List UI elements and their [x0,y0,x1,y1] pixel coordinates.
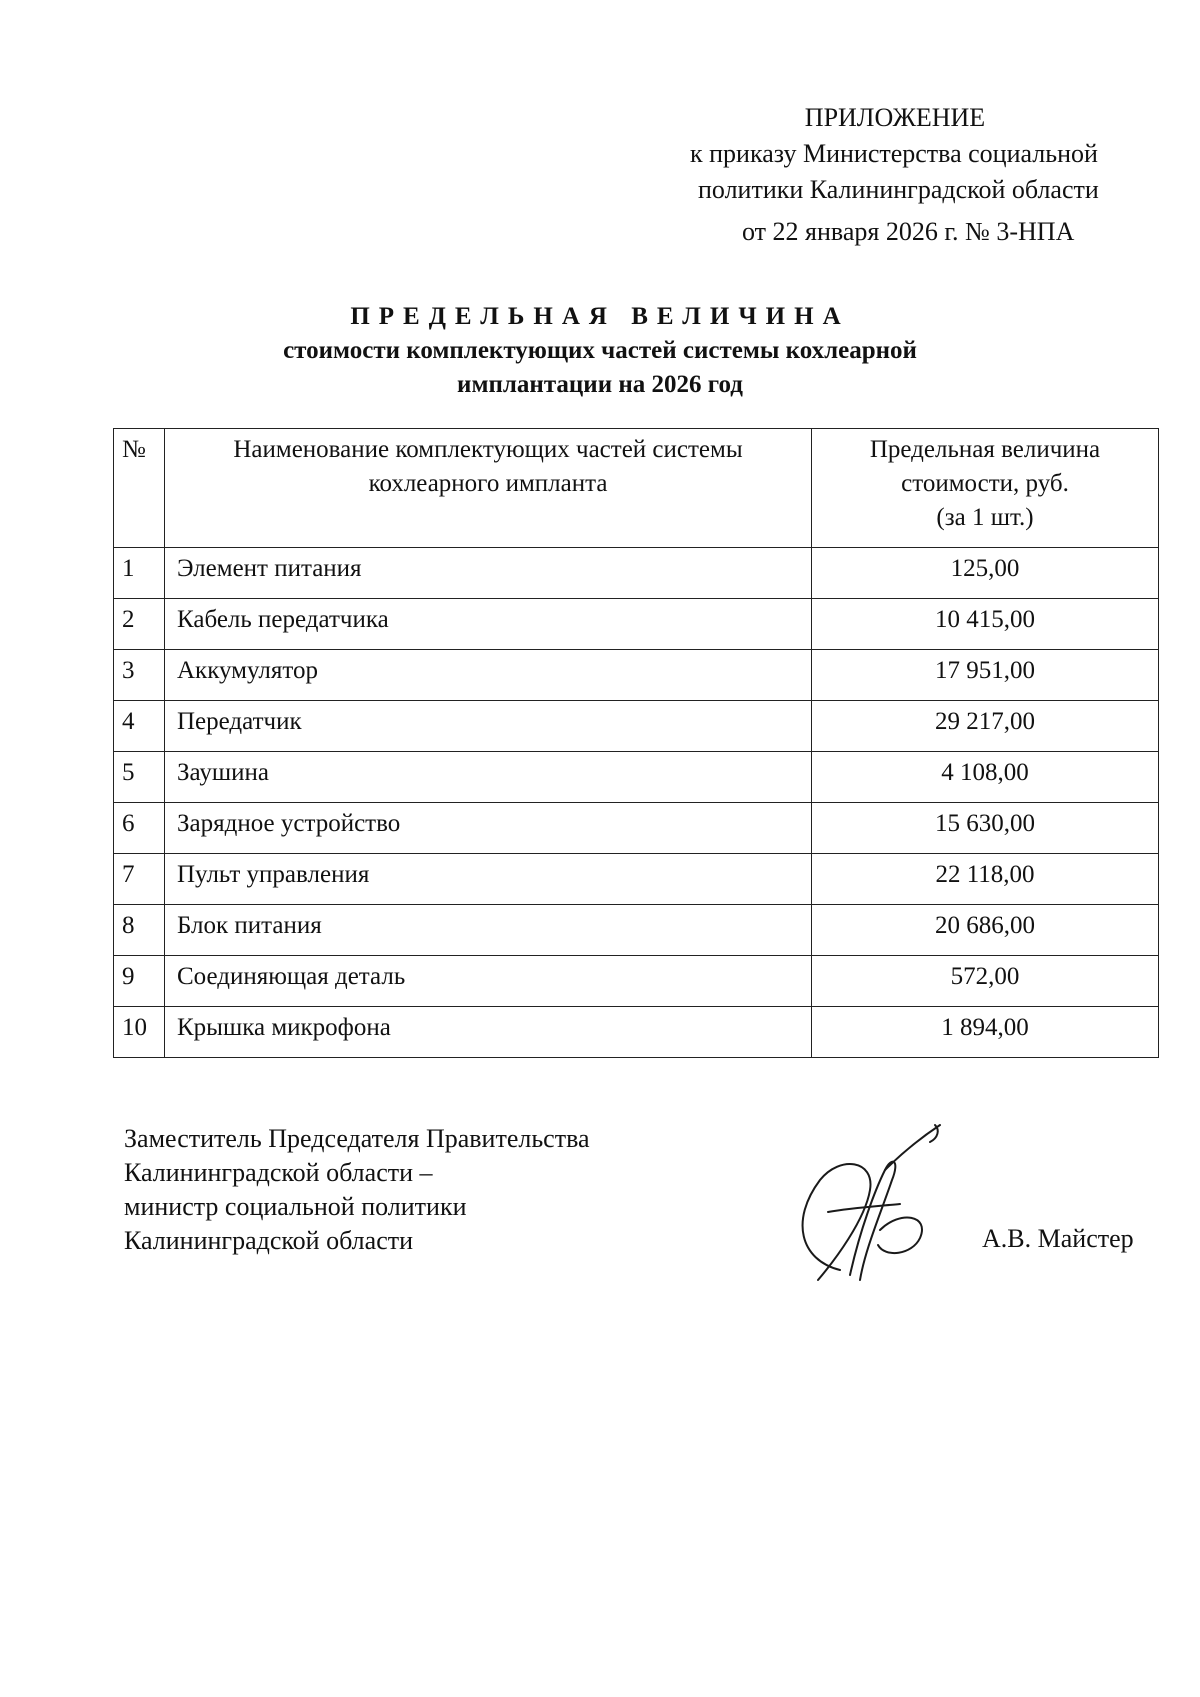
appendix-line-1: к приказу Министерства социальной [690,139,1098,168]
table-row [114,752,1159,803]
table-row [114,599,1159,650]
row-name: Заушина [165,752,812,803]
row-price: 22 118,00 [812,854,1159,905]
row-price: 20 686,00 [812,905,1159,956]
table-row [114,854,1159,905]
row-price: 125,00 [812,548,1159,599]
table-row [114,548,1159,599]
header-price-line-3: (за 1 шт.) [936,504,1034,531]
row-name: Пульт управления [165,854,812,905]
header-num: № [114,429,165,548]
row-name: Соединяющая деталь [165,956,812,1007]
row-num: 3 [114,650,165,701]
row-price: 4 108,00 [812,752,1159,803]
appendix-line-2: политики Калининградской области [698,175,1099,204]
row-num: 8 [114,905,165,956]
table-row [114,1007,1159,1058]
signatory-name: А.В. Майстер [982,1224,1134,1253]
row-num: 6 [114,803,165,854]
header-name [165,429,812,548]
row-price: 1 894,00 [812,1007,1159,1058]
row-price: 572,00 [812,956,1159,1007]
row-name: Блок питания [165,905,812,956]
row-num: 2 [114,599,165,650]
position-line-1: Заместитель Председателя Правительства [124,1124,590,1153]
appendix-title: ПРИЛОЖЕНИЕ [804,103,986,132]
table-row [114,905,1159,956]
row-num: 4 [114,701,165,752]
header-price-line-1: Предельная величина [869,436,1101,463]
row-price: 10 415,00 [812,599,1159,650]
table-header-row [114,429,1159,548]
document-heading [0,300,1200,402]
signatory-position [124,1122,724,1258]
row-num: 7 [114,854,165,905]
row-num: 1 [114,548,165,599]
row-name: Крышка микрофона [165,1007,812,1058]
row-num: 9 [114,956,165,1007]
row-price: 17 951,00 [812,650,1159,701]
header-name-line-2: кохлеарного импланта [368,470,608,497]
heading-subtitle-line-2: имплантации на 2026 год [457,371,743,398]
table-row [114,650,1159,701]
table-row [114,956,1159,1007]
row-name: Передатчик [165,701,812,752]
table-row [114,803,1159,854]
handwritten-signature [780,1120,950,1290]
price-table [113,428,1159,1058]
header-price [812,429,1159,548]
position-line-3: министр социальной политики [124,1192,467,1221]
position-line-4: Калининградской области [124,1226,414,1255]
appendix-line-3: от 22 января 2026 г. № 3-НПА [742,217,1075,246]
row-name: Кабель передатчика [165,599,812,650]
row-num: 5 [114,752,165,803]
row-num: 10 [114,1007,165,1058]
appendix-block [690,100,1160,250]
heading-subtitle-line-1: стоимости комплектующих частей системы кохлеарной [283,337,917,364]
row-name: Зарядное устройство [165,803,812,854]
row-price: 15 630,00 [812,803,1159,854]
row-name: Аккумулятор [165,650,812,701]
header-price-line-2: стоимости, руб. [901,470,1069,497]
row-name: Элемент питания [165,548,812,599]
header-name-line-1: Наименование комплектующих частей системы [233,436,743,463]
row-price: 29 217,00 [812,701,1159,752]
table-row [114,701,1159,752]
heading-title: ПРЕДЕЛЬНАЯ ВЕЛИЧИНА [350,303,850,330]
position-line-2: Калининградской области – [124,1158,433,1187]
